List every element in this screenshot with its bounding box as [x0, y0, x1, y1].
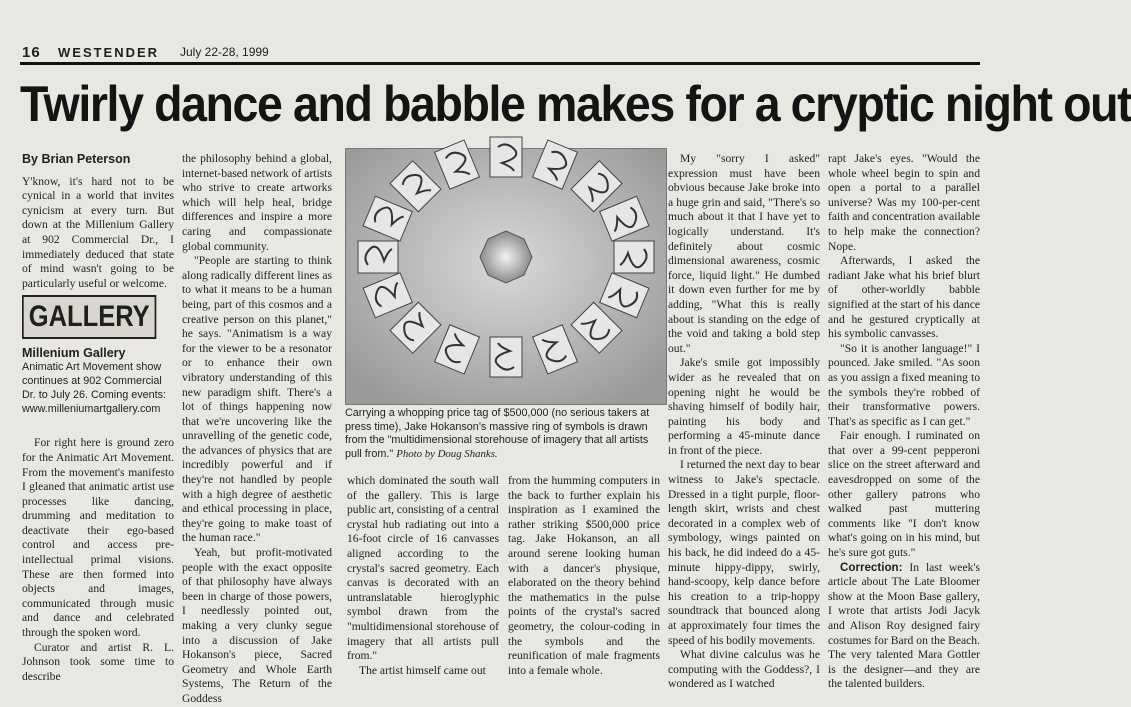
column-1: [22, 152, 174, 683]
paragraph: For right here is ground zero for the Animatic Art Movement. From the movement's manifesto I gleaned that animatic artist use processes like dancing, drumming and meditation to deactivate their ego-based control and access pre-intellectual primal visions. These are then formed into objects and images, communicated through music and dance and celebrated through the spoken word.: [22, 436, 174, 640]
correction-label: Correction:: [840, 560, 903, 574]
paragraph: Jake's smile got impossibly wider as he revealed that on opening night he would be shaving himself of bodily hair, painting his body and performing a 45-minute dance in front of the piece.: [668, 356, 820, 457]
gallery-details: Animatic Art Movement show continues at 902 Commercial Dr. to July 26. Coming events:: [22, 361, 167, 401]
paragraph: My "sorry I asked" expression must have been obvious because Jake broke into a huge grin and said, "There's so much about it that I have yet to logically understand. It's definitely about cosmic dimensional awareness, cosmic force, liquid light." He dumbed it down even further for me by adding, "What this is really about is standing on the edge of the void and taking a bold step out.": [668, 152, 820, 355]
headline: Twirly dance and babble makes for a cryptic night out: [20, 76, 1131, 132]
gallery-label: GALLERY: [22, 295, 156, 339]
caption-text: Carrying a whopping price tag of $500,000 (no serious takers at press time), Jake Hokanson's massive ring of symbols is drawn from the "multidimensional storehouse of imagery that all artists pull from.": [345, 407, 650, 460]
column-3: [347, 474, 499, 677]
gallery-url: www.milleniumartgallery.com: [22, 402, 161, 415]
issue-date: July 22-28, 1999: [180, 45, 269, 59]
paragraph: from the humming computers in the back to further explain his inspiration as I examined the rather striking $500,000 price tag. Jake Hokanson, an all around serene looking human with a dancer's physique, elaborated on the theory behind the mathematics in the pulse points of the crystal's sacred geometry, the colour-coding in the symbols and the reunification of male fragments into a female whole.: [508, 474, 660, 677]
canvas-panel: [358, 241, 398, 273]
paragraph: rapt Jake's eyes. "Would the whole wheel begin to spin and open a portal to a parallel universe? Was my 100-per-cent faith and concentration available to help make the connection? Nope.: [828, 152, 980, 253]
masthead-rule: [20, 62, 980, 65]
column-6: [828, 152, 980, 691]
gallery-info: [22, 347, 174, 416]
column-4: [508, 474, 660, 677]
photo-caption: [345, 407, 667, 461]
gallery-title: Millenium Gallery: [22, 346, 126, 361]
paragraph: "So it is another language!" I pounced. Jake smiled. "As soon as you assign a fixed meaning to the symbols they're robbed of their transformative powers. That's as specific as I can get.": [828, 341, 980, 428]
correction-text: In last week's article about The Late Bloomer show at the Moon Base gallery, I wrote that artists Jodi Jacyk and Alison Roy designed fairy costumes for Bard on the Beach. The very talented Mara Gottler is the designer—and they are the talented builders.: [828, 560, 980, 691]
page-number: 16: [22, 44, 41, 61]
paragraph: "People are starting to think along radically different lines as to what it means to be a human being, part of this cosmos and a creative person on this planet," he says. "Animatism is a way for the viewer to be a resonator or to enhance their own vibratory understanding of this new paradigm shift. There's a lot of things happening now that we're uncovering like the unravelling of the genetic code, the advances of physics that are incredibly powerful and if they're not handled by people with a high degree of aesthetic and ethical processing in place, they're going to make toast of the human race.": [182, 254, 332, 545]
paragraph: What divine calculus was he computing with the Goddess?, I wondered as I watched: [668, 648, 820, 691]
artwork-photo: [345, 148, 667, 405]
paragraph: I returned the next day to bear witness to Jake's spectacle. Dressed in a tight purple, floor-length skirt, wrists and chest decorated in a complex web of symbology, wings painted on his back, he did indeed do a 45-minute hippy-dippy, swirly, hand-scoopy, kelp dance before his creation to a trip-hoppy soundtrack that bounced along at approximately four times the speed of his bodily movements.: [668, 458, 820, 647]
paragraph: Yeah, but profit-motivated people with the exact opposite of that philosophy have always been in charge of those powers, I needlessly pointed out, making a very clunky segue into a discussion of Jake Hokanson's piece, Sacred Geometry and Whole Earth Systems, The Return of the Goddess: [182, 546, 332, 705]
byline: By Brian Peterson: [22, 152, 131, 166]
column-5: [668, 152, 820, 691]
canvas-panel: [490, 137, 522, 177]
paragraph: the philosophy behind a global, internet-based network of artists who strive to create artworks which will help heal, bridge differences and inspire a more caring and compassionate global community.: [182, 152, 332, 253]
column-2: [182, 152, 332, 705]
intro-paragraph: Y'know, it's hard not to be cynical in a world that invites cynicism at every turn. But down at the Millenium Gallery at 902 Commercial Dr., I immediately deduced that state of mind wasn't going to be particularly useful or welcome.: [22, 174, 174, 290]
symbol-ring-image: [346, 149, 666, 404]
paragraph: The artist himself came out: [359, 663, 486, 677]
correction-paragraph: [828, 561, 980, 692]
paragraph: which dominated the south wall of the gallery. This is large public art, consisting of a central crystal hub radiating out into a 16-foot circle of 16 canvasses aligned according to the crystal's sacred geometry. Each canvas is decorated with an untranslatable hieroglyphic symbol drawn from the "multidimensional storehouse of imagery that all artists pull from.": [347, 474, 499, 663]
paragraph: Curator and artist R. L. Johnson took some time to describe: [22, 640, 174, 683]
paragraph: Fair enough. I ruminated on that over a 99-cent pepperoni slice on the street afterward and eavesdropped on some of the other gallery patrons who walked past muttering comments like "I don't know what's going on in his mind, but he's sure got guts.": [828, 429, 980, 560]
canvas-panel: [614, 241, 654, 273]
canvas-panel: [490, 337, 522, 377]
paper-name: WESTENDER: [58, 45, 160, 60]
paragraph: Afterwards, I asked the radiant Jake what his brief blurt of other-worldly babble signified at the start of his dance and he gestured cryptically at his symbolic canvasses.: [828, 254, 980, 341]
photo-credit: Photo by Doug Shanks.: [396, 447, 498, 460]
